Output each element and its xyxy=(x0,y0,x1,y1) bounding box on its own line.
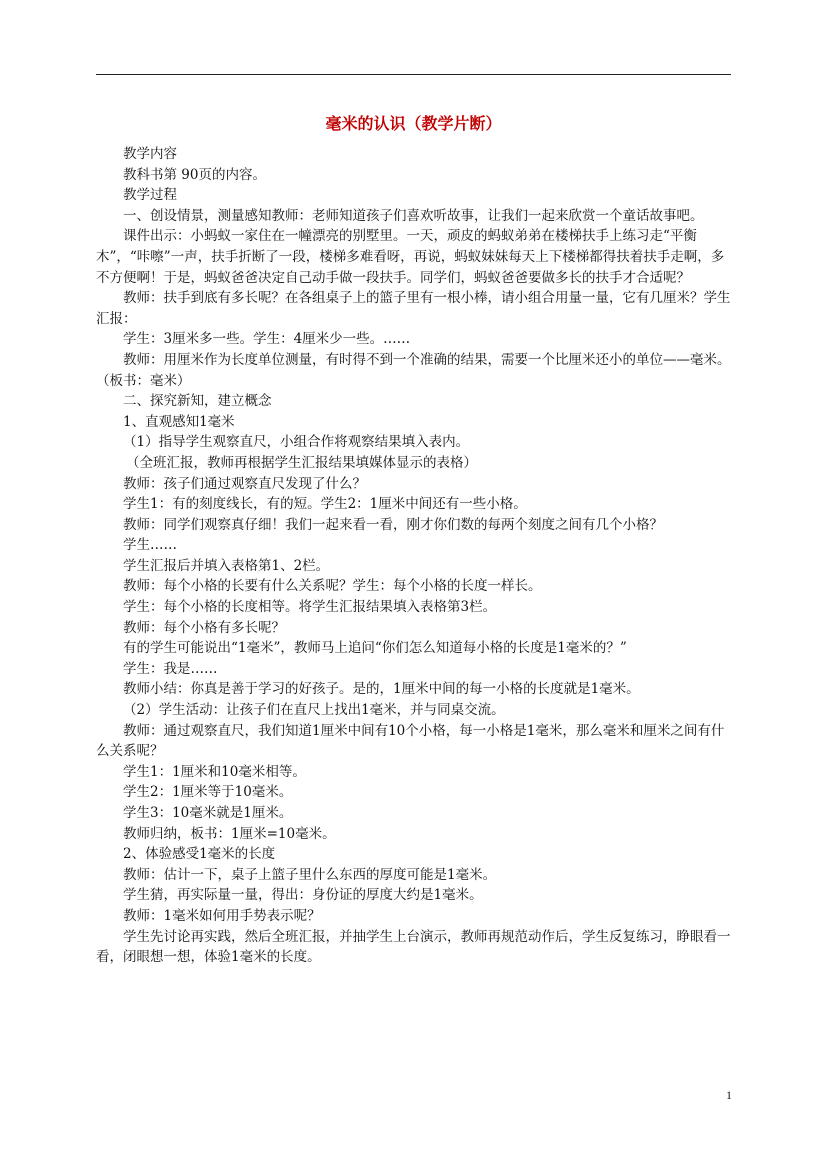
paragraph: 教师：1毫米如何用手势表示呢？ xyxy=(123,907,321,924)
paragraph: 教科书第 90页的内容。 xyxy=(123,166,266,183)
paragraph: 学生猜，再实际量一量，得出：身份证的厚度大约是1毫米。 xyxy=(123,887,483,904)
paragraph: 学生3：10毫米就是1厘米。 xyxy=(123,805,293,821)
paragraph: 教师：每个小格的长要有什么关系呢？学生：每个小格的长度一样长。 xyxy=(123,578,542,595)
paragraph: 学生：3厘米多一些。学生：4厘米少一些。…… xyxy=(123,331,411,348)
paragraph: 教师：估计一下，桌子上篮子里什么东西的厚度可能是1毫米。 xyxy=(123,866,497,883)
paragraph: 教师：同学们观察真仔细！我们一起来看一看，刚才你们数的每两个刻度之间有几个小格？ xyxy=(123,516,663,533)
paragraph: （1）指导学生观察直尺，小组合作将观察结果填入表内。 xyxy=(123,434,470,451)
paragraph: 学生：每个小格的长度相等。将学生汇报结果填入表格第3栏。 xyxy=(123,599,497,616)
document-title: 毫米的认识（教学片断） xyxy=(325,114,502,133)
paragraph: 学生：我是…… xyxy=(123,660,218,677)
paragraph: 学生…… xyxy=(123,537,177,554)
paragraph: 学生1：1厘米和10毫米相等。 xyxy=(123,763,306,780)
paragraph: 教师：通过观察直尺，我们知道1厘米中间有10个小格，每一小格是1毫米，那么毫米和厘米之间有什么关系呢？ xyxy=(96,722,725,760)
paragraph: 学生先讨论再实践，然后全班汇报，并抽学生上台演示，教师再规范动作后，学生反复练习，睁眼看一看，闭眼想一想，体验1毫米的长度。 xyxy=(96,928,731,966)
paragraph: 有的学生可能说出“1毫米”，教师马上追问“你们怎么知道每小格的长度是1毫米的？” xyxy=(123,640,627,657)
paragraph: 学生2：1厘米等于10毫米。 xyxy=(123,784,293,801)
paragraph: 学生1：有的刻度线长，有的短。学生2：1厘米中间还有一些小格。 xyxy=(123,496,527,513)
paragraph: （2）学生活动：让孩子们在直尺上找出1毫米，并与同桌交流。 xyxy=(123,702,505,719)
paragraph: 学生汇报后并填入表格第1、2栏。 xyxy=(123,557,330,574)
paragraph: 教学内容 xyxy=(123,146,177,162)
paragraph: 1、直观感知1毫米 xyxy=(123,413,235,430)
page-number: 1 xyxy=(726,1088,732,1102)
paragraph: 2、体验感受1毫米的长度 xyxy=(123,846,276,863)
document-body xyxy=(96,144,736,968)
header-rule xyxy=(96,74,731,75)
paragraph: 教师：每个小格有多长呢？ xyxy=(123,619,285,636)
paragraph: 教师归纳，板书：1厘米=10毫米。 xyxy=(123,825,336,842)
paragraph: 教学过程 xyxy=(123,187,177,204)
paragraph: 教师：孩子们通过观察直尺发现了什么？ xyxy=(123,475,366,492)
paragraph: 教师小结：你真是善于学习的好孩子。是的，1厘米中间的每一小格的长度就是1毫米。 xyxy=(123,681,640,698)
paragraph: 一、创设情景，测量感知教师：老师知道孩子们喜欢听故事，让我们一起来欣赏一个童话故事吧。 xyxy=(123,207,704,224)
paragraph: 课件出示：小蚂蚁一家住在一幢漂亮的别墅里。一天，顽皮的蚂蚁弟弟在楼梯扶手上练习走“平衡木”，“咔嚓”一声，扶手折断了一段，楼梯多难看呀，再说，蚂蚁妹妹每天上下楼梯都得扶着扶手走啊，多不方便啊！于是，蚂蚁爸爸决定自己动手做一段扶手。同学们，蚂蚁爸爸要做多长的扶手才合适呢？ xyxy=(96,228,725,286)
paragraph: 教师：扶手到底有多长呢？在各组桌子上的篮子里有一根小棒，请小组合用量一量，它有几厘米？学生汇报： xyxy=(96,290,731,327)
paragraph: 二、探究新知，建立概念 xyxy=(123,393,272,410)
paragraph: （全班汇报，教师再根据学生汇报结果填媒体显示的表格） xyxy=(126,454,477,471)
paragraph: 教师：用厘米作为长度单位测量，有时得不到一个准确的结果，需要一个比厘米还小的单位——毫米。（板书：毫米） xyxy=(96,351,731,389)
